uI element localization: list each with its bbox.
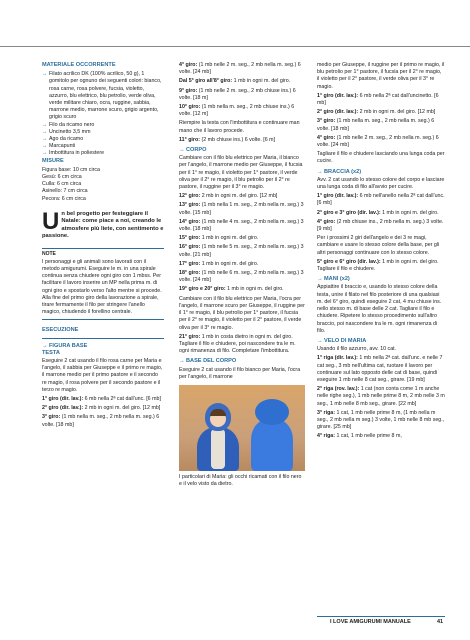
figura-base-heading: → FIGURA BASE [42, 343, 164, 350]
round-row: 11° giro: (2 mb chiuse ins.) 6 volte. [6 m] [179, 136, 276, 143]
round-row: 4° giro: (2 mb chiuse ins., 2 mb nella m. seg.) 3 volte. [9 mb] [317, 218, 444, 233]
round-row: 1° giro (dir. lav.): 6 mb nella 2ª cat dall'unc. [6 mb] [42, 395, 161, 402]
round-row: 17° giro: 1 mb in ogni m. del giro. [179, 260, 259, 267]
figura-base-list [42, 343, 164, 350]
material-item: → Imbottitura in poliestere [42, 150, 164, 157]
execution-rule [42, 338, 164, 339]
material-item: → Ago da ricamo [42, 136, 164, 143]
materials-heading: MATERIALE OCCORRENTE [42, 62, 116, 68]
measure-item: Asinello: 7 cm circa [42, 188, 88, 195]
braccia-text: Avv. 2 cat usando lo stesso colore del corpo e lasciare una lunga coda di filo all'avvio per cucire. [317, 176, 445, 191]
execution-heading: ESECUZIONE [42, 327, 79, 334]
maria-hair-shape [210, 409, 226, 416]
magazine-name: I LOVE AMIGURUMI MANUALE [330, 619, 411, 625]
corpo-heading: → CORPO [179, 147, 305, 154]
round-row: 2° giro (dir. lav.): 2 mb in ogni m. del giro. [12 mb] [317, 109, 436, 116]
measure-item: Figura base: 10 cm circa [42, 166, 100, 173]
drop-cap: U [42, 207, 60, 235]
cut-text: Tagliare il filo e chiudere lasciando una lunga coda per cucire. [317, 151, 445, 165]
round-row: 14° giro: (1 mb nelle 4 m. seg., 2 mb nella m. seg.) 3 volte. [18 mb] [179, 218, 304, 233]
round-row: 5° giro e 6° giro (dir. lav.): 1 mb in ogni m. del giro. Tagliare il filo e chiudere. [317, 258, 439, 273]
column-left [42, 62, 164, 431]
round-row: 3° giro: (1 mb nella m. seg., 2 mb nella m. seg.) 6 volte. [18 mb] [317, 118, 435, 132]
change-text: Cambiare con il filo blu elettrico per Maria, l'ocra per l'angelo, il marrone scuro per Giuseppe, il ruggine per il 1° re magio, il blu petrolio per 1° pastore, il fucsia per il 2° re magio, il violetto per il 2° pastore, il verde oliva per il 3° re magio. [179, 295, 305, 331]
materials-list [42, 71, 164, 157]
column-middle [179, 62, 305, 488]
testa-heading: TESTA [42, 349, 60, 356]
note-label: NOTE [42, 251, 56, 258]
measures-list [42, 167, 164, 203]
column-right [317, 62, 445, 443]
base-heading: → BASE DEL CORPO [179, 358, 305, 365]
base-list [179, 358, 305, 365]
mani-text: Appiattire il braccio e, usando lo stesso colore della testa, unire il filato nel filo posteriore di una qualsiasi m. del 6° giro, quindi eseguire 2 cat, 4 mu chiuse ins. nello stesso m. di base delle 2 cat. Tagliare il filo e chiudere. Ripetere lo stesso procedimento sull'altro braccio, poi nascondere tra le m. ogni rimanenza di filo. [317, 284, 442, 334]
round-row: 2° riga (rov. lav.): 1 cat (non conta come 1 m anche nelle righe seg.), 1 mb nelle prime 8 m, 2 mb nelle 3 m seg., 1 mb nelle 8 mb seg., girare. [22 mb] [317, 386, 445, 407]
veil-back-head-shape [255, 399, 289, 425]
round-row: 4° giro: (1 mb nelle 2 m. seg., 2 mb nella m. seg.) 6 volte. [24 mb] [179, 62, 301, 76]
round-row: 3° giro: (1 mb nella m. seg., 2 mb nella m. seg.) 6 volte. [18 mb] [42, 414, 160, 428]
round-row: 2° giro e 3° giro (dir. lav.): 1 mb in ogni m. del giro. [317, 209, 439, 216]
round-row: 4° riga: 1 cat, 1 mb nelle prime 8 m, [317, 433, 402, 440]
round-row: 1° giro (dir. lav.): 6 mb nell'anello nella 2ª cat dall'unc. [6 mb] [317, 193, 445, 207]
round-row: 10° giro: (1 mb nella m. seg., 2 mb chiuse ins.) 6 volte. [12 m] [179, 104, 295, 118]
corpo-text: Cambiare con il filo blu elettrico per Maria, il bianco per l'angelo, il marrone medio per Giuseppe, il fucsia per il 1° re magio, il violetto per 1° pastore, il verde oliva per il 2° re magio, il blu petrolio per il 2° re pastore, il ruggine per il 3° re magio. [179, 155, 303, 191]
round-row: 1° riga (dir. lav.): 1 mb nella 2ª cat. dall'unc. e nelle 7 cat seg., 3 mb nell'ultima cat, ruotare il lavoro per continuare sul lato opposto delle cat di base, quindi eseguire 1 mb nelle 8 cat seg., girare. [19 mb] [317, 355, 443, 383]
round-row: 12° giro: 2 mb in ogni m. del giro. [12 mb] [179, 193, 278, 200]
footer-rule [317, 616, 445, 617]
continued-text: medio per Giuseppe, il ruggine per il primo re magio, il blu petrolio per 1° pastore, il fucsia per il 2° re magio, il violetto per il 2° pastore, il verde oliva per il 3° re magio. [317, 62, 445, 90]
round-row: 18° giro: (1 mb nelle 6 m. seg., 2 mb nella m. seg.) 3 volte. [24 mb] [179, 270, 304, 284]
round-row: 2° giro (dir. lav.): 2 mb in ogni m. del giro. [12 mb] [42, 405, 161, 412]
veil-back-body-shape [251, 419, 293, 471]
velo-text: Usando il filo azzurro, avv. 10 cat. [317, 346, 397, 353]
round-row: 21° giro: 1 mb in costa dietro in ogni m. del giro. Tagliare il filo e chiudere, poi nascondere tra le m. ogni rimanenza di filo. Completare l'imbottitura. [179, 333, 296, 355]
round-row: 19° giro e 20° giro: 1 mb in ogni m. del giro. [179, 286, 284, 293]
amigurumi-photo [179, 385, 305, 471]
page-number: 41 [437, 619, 444, 625]
material-item: → Uncinetto 3,5 mm [42, 129, 164, 136]
measure-item: Culla: 6 cm circa [42, 181, 82, 188]
mani-heading: → MANI (x2) [317, 276, 445, 283]
round-row: 3° riga: 1 cat, 1 mb nelle prime 8 m, (1 mb nella m seg., 2 mb nella m seg.) 3 volte, 1 mb nelle 8 mb seg., girare. [25 mb] [317, 409, 445, 431]
maria-dress-shape [211, 429, 225, 469]
mani-list [317, 276, 445, 283]
round-row: 16° giro: (1 mb nelle 5 m. seg., 2 mb nella m. seg.) 3 volte. [21 mb] [179, 244, 304, 258]
measure-item: Gesù: 6 cm circa [42, 174, 82, 181]
round-row: 9° giro: (1 mb nelle 2 m. seg., 2 mb chiuse ins.) 6 volte. [18 m] [179, 87, 296, 101]
braccia-heading: → BRACCIA (x2) [317, 169, 445, 176]
material-item: → Marcapunti [42, 143, 164, 150]
velo-list [317, 338, 445, 345]
note-text: I personaggi e gli animali sono lavorati con il metodo amigurumi. Eseguire le m. in una spirale continua senza chiudere ogni giro con 1 mbss. Per facilitare il lavoro inserire un MP nella prima m. di ogni giro e spostarlo verso l'alto mentre si procede. Alla fine del primo giro della lavorazione a spirale, tirare fermamente il filo per stringere l'anello magico, chiudendo il forellino centrale. [42, 258, 162, 316]
round-row: 13° giro: (1 mb nella 1 m. seg., 2 mb nella m. seg.) 3 volte. [15 mb] [179, 202, 304, 216]
round-row: 1° giro (dir. lav.): 6 mb nella 2ª cat dall'uncinetto. [6 mb] [317, 92, 439, 107]
braccia-text-2: Per i prossimi 2 giri dell'angelo e dei 3 re magi, cambiare e usare lo stesso colore della base, per gli altri personaggi continuare con lo stesso colore. [317, 235, 440, 256]
round-row: Dal 5° giro all'8° giro: 1 mb in ogni m. del giro. [179, 78, 291, 85]
material-item: → Filo da ricamo nero [42, 122, 164, 129]
intro-text: n bel progetto per festeggiare il Natale: come piace a noi, creando le atmosfere più liete, con sentimento e passione. [42, 210, 164, 240]
top-divider [0, 46, 470, 47]
round-row: 15° giro: 1 mb in ogni m. del giro. [179, 235, 259, 242]
measures-heading: MISURE [42, 157, 64, 164]
testa-text: Eseguire 2 cat usando il filo rosa carne per Maria e l'angelo, il sabbia per Giuseppe e il primo re magio, il marrone medio per il primo pastore e il secondo re magio, il rosa polvere per il secondo pastore e il terzo re magio. [42, 357, 163, 393]
round-row: 4° giro: (1 mb nelle 2 m. seg., 2 mb nella m. seg.) 6 volte. [24 mb] [317, 134, 439, 149]
fill-text: Riempire la testa con l'imbottitura e continuare man mano che il lavoro procede. [179, 120, 300, 134]
corpo-list [179, 147, 305, 154]
measure-item: Pecora: 6 cm circa [42, 195, 86, 202]
base-text: Eseguire 2 cat usando il filo bianco per Maria, l'ocra per l'angelo, il marrone [179, 366, 301, 380]
intro-paragraph [42, 207, 164, 241]
velo-heading: → VELO DI MARIA [317, 338, 445, 345]
material-item: → Filato acrilico DK (100% acrilico, 50 g), 1 gomitolo per ognuno dei seguenti colori: bianco, rosa carne, rosa polvere, fucsia, violetto, azzurro, blu elettrico, blu petrolio, verde oliva, verde militare chiaro, ocra, ruggine, sabbia, marrone medio, marrone scuro, grigio argento, grigio scuro [42, 71, 164, 121]
braccia-list [317, 169, 445, 176]
note-box [42, 248, 164, 320]
photo-caption: I particolari di Maria: gli occhi ricamati con il filo nero e il velo visto da dietro. [179, 473, 302, 487]
